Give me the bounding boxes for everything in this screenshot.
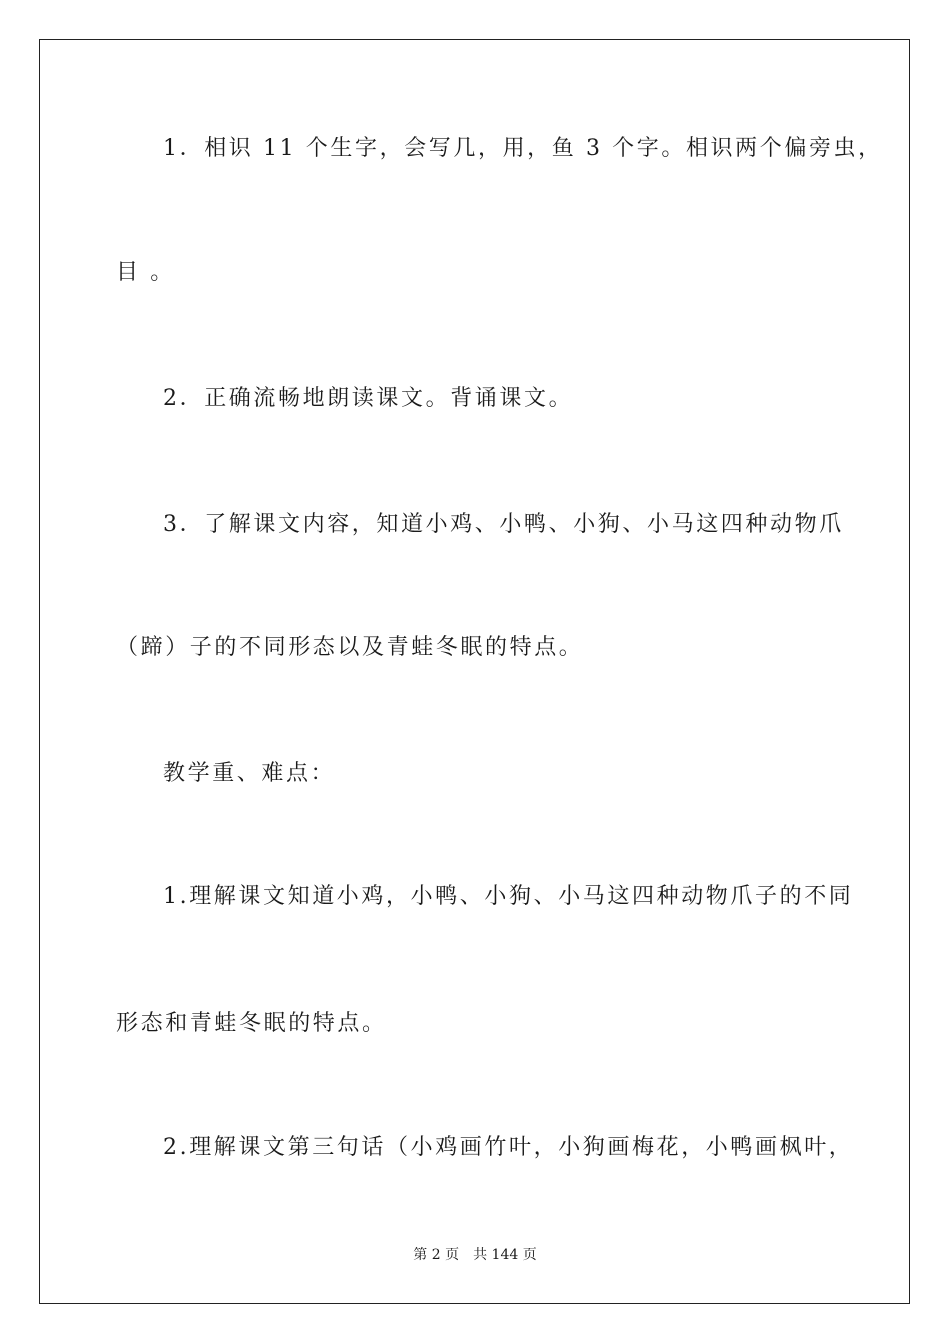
text-line-8: 形态和青蛙冬眠的特点。 xyxy=(116,1011,387,1036)
page-number: 第 2 页 xyxy=(413,1247,460,1263)
page-total: 共 144 页 xyxy=(473,1247,537,1263)
text-line-4: 3．了解课文内容，知道小鸡、小鸭、小狗、小马这四种动物爪 xyxy=(163,512,844,537)
page-frame xyxy=(39,39,910,1304)
text-line-2: 目 。 xyxy=(116,260,175,285)
text-line-3: 2．正确流畅地朗读课文。背诵课文。 xyxy=(163,386,574,411)
text-line-9: 2.理解课文第三句话（小鸡画竹叶，小狗画梅花，小鸭画枫叶， xyxy=(163,1135,854,1160)
text-line-1: 1．相识 11 个生字，会写几，用，鱼 3 个字。相识两个偏旁虫， xyxy=(163,136,883,161)
section-heading: 教学重、难点： xyxy=(163,761,336,786)
text-line-7: 1.理解课文知道小鸡，小鸭、小狗、小马这四种动物爪子的不同 xyxy=(163,884,854,909)
page-footer xyxy=(0,1245,950,1265)
text-line-5: （蹄）子的不同形态以及青蛙冬眠的特点。 xyxy=(116,635,584,660)
